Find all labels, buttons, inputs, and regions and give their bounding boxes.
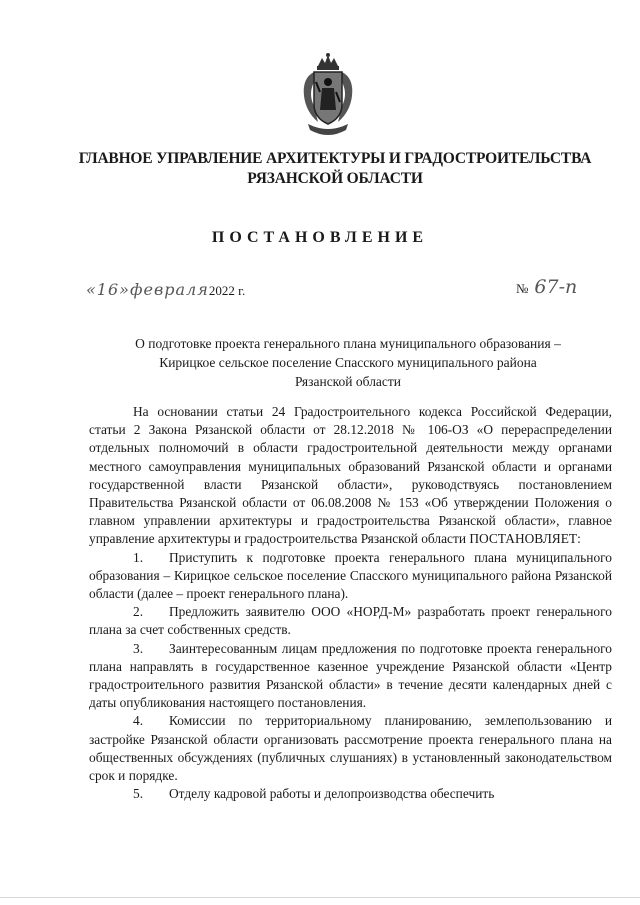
item-number: 4. xyxy=(133,713,144,729)
item-text: Приступить к подготовке проекта генерального плана муниципального образования – Кирицкое сельское поселение Спасского муниципального района Рязанской области (далее – проект генерального плана). xyxy=(89,549,612,602)
subject-line3: Рязанской области xyxy=(294,374,402,389)
item-text: Предложить заявителю ООО «НОРД-М» разработать проект генерального плана за счет собственных средств. xyxy=(89,604,612,638)
preamble-paragraph: На основании статьи 24 Градостроительного кодекса Российской Федерации, статьи 2 Закона Рязанской области от 28.12.2018 № 106-ОЗ «О перераспределении отдельных полномочий в области градостроительной деятельности между органами местного самоуправления муниципальных образований Рязанской области и органами государственной власти Рязанской области», руководствуясь постановлением Правительства Рязанской области от 06.08.2008 № 153 «Об утверждении Положения о главном управлении архитектуры и градостроительства Рязанской области», главное управление архитектуры и градостроительства Рязанской области ПОСТАНОВЛЯЕТ: xyxy=(89,404,612,547)
coat-of-arms-icon xyxy=(296,52,360,140)
list-item xyxy=(89,640,612,713)
number-label: № xyxy=(516,281,529,296)
subject-line2: Кирицкое сельское поселение Спасского муниципального района xyxy=(159,355,537,370)
organization-title-line2: РЯЗАНСКОЙ ОБЛАСТИ xyxy=(247,170,423,187)
item-text: Заинтересованным лицам предложения по подготовке проекта генерального плана направлять в государственное казенное учреждение Рязанской области «Центр градостроительного развития Рязанской области» в течение десяти календарных дней с даты опубликования настоящего постановления. xyxy=(89,640,612,711)
document-subject xyxy=(100,334,596,391)
document-body xyxy=(89,403,612,803)
list-item xyxy=(89,785,612,803)
number-value: 67-п xyxy=(534,276,578,298)
organization-title xyxy=(40,149,630,189)
list-item xyxy=(89,549,612,604)
date-day: 16 xyxy=(96,280,120,299)
date-close-quote: » xyxy=(119,280,130,299)
organization-title-line1: ГЛАВНОЕ УПРАВЛЕНИЕ АРХИТЕКТУРЫ И ГРАДОСТРОИТЕЛЬСТВА xyxy=(78,150,592,167)
item-text: Отделу кадровой работы и делопроизводства обеспечить xyxy=(169,786,495,802)
scan-divider xyxy=(0,897,640,898)
item-number: 3. xyxy=(133,640,144,656)
document-type: ПОСТАНОВЛЕНИЕ xyxy=(211,229,429,246)
date-year: 2022 г. xyxy=(208,283,246,298)
list-item xyxy=(89,712,612,785)
item-number: 2. xyxy=(133,604,144,620)
document-number xyxy=(516,276,577,298)
subject-line1: О подготовке проекта генерального плана муниципального образования – xyxy=(135,336,561,351)
item-text: Комиссии по территориальному планированию, землепользованию и застройке Рязанской области организовать рассмотрение проекта генерального плана на общественных обсуждениях (публичных слушаниях) в установленный законодательством срок и порядке. xyxy=(89,713,612,784)
date-month: февраля xyxy=(129,280,209,299)
list-item xyxy=(89,603,612,639)
item-number: 5. xyxy=(133,786,144,802)
date-open-quote: « xyxy=(86,280,97,299)
item-number: 1. xyxy=(133,549,144,565)
document-date xyxy=(86,280,245,299)
